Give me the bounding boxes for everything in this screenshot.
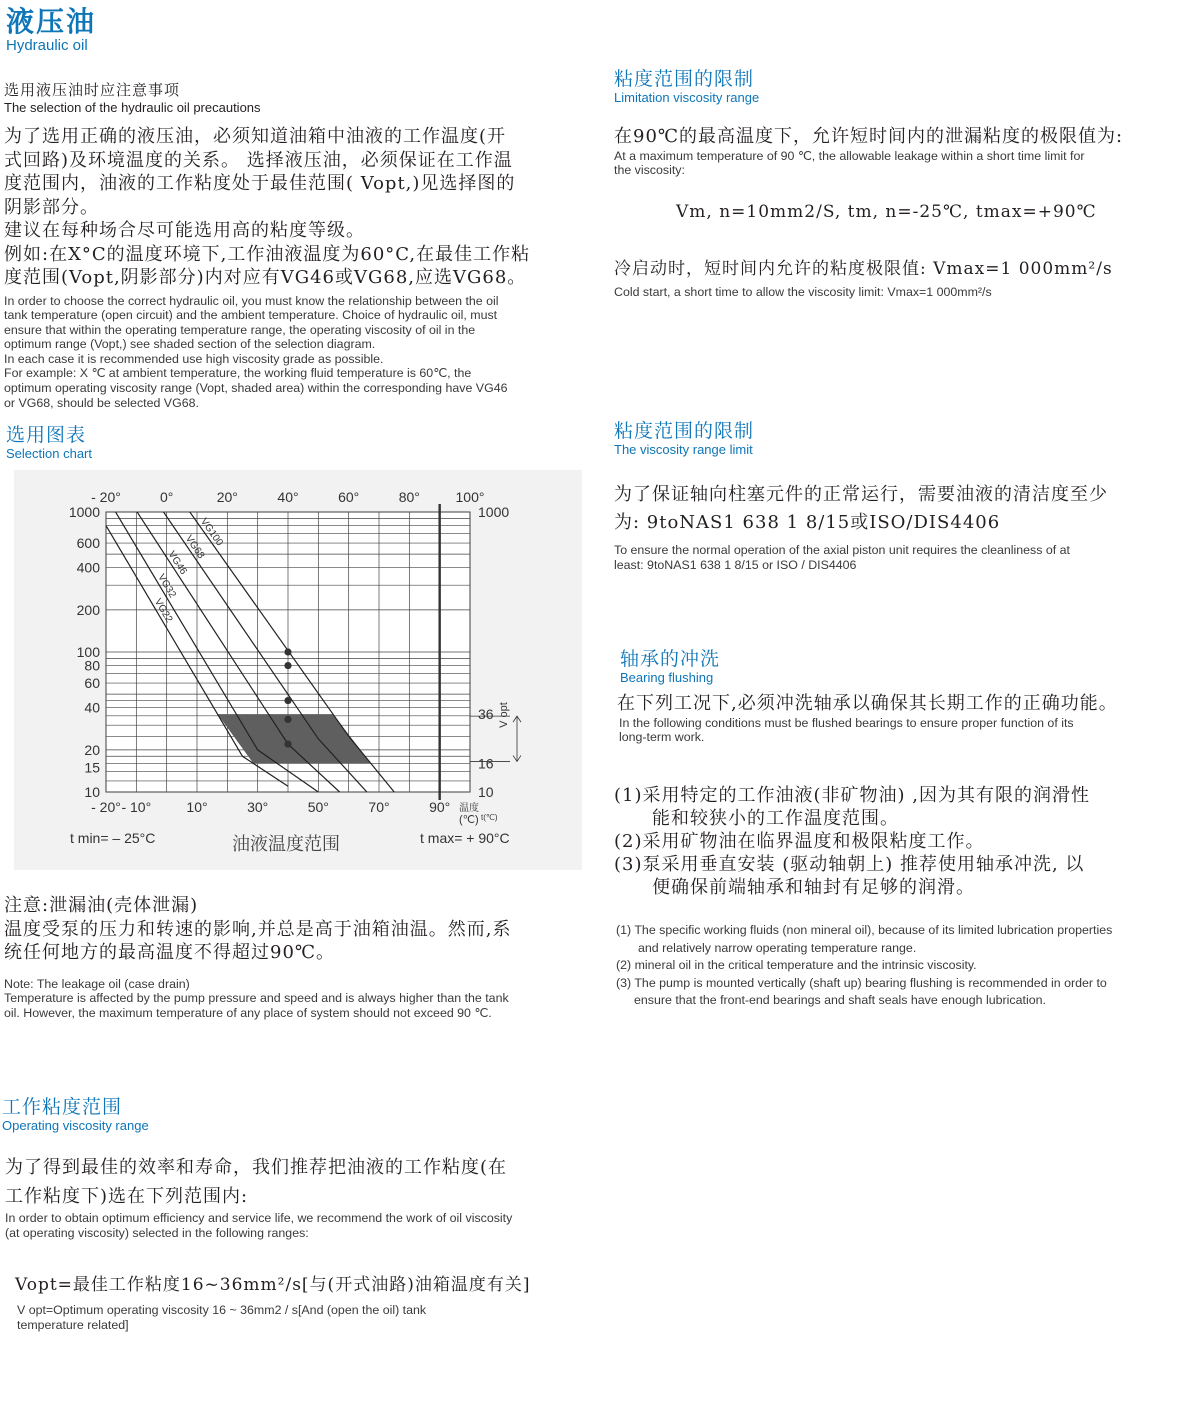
operating-range-formula: Vopt=最佳工作粘度16~36mm²/s[与(开式油路)油箱温度有关] <box>15 1275 531 1296</box>
viscosity-marker <box>284 716 291 723</box>
chart-tmin-label: t min= – 25°C <box>70 830 156 846</box>
chart-x-axis-label: 油液温度范围 <box>232 834 340 854</box>
range-limit-title-en: The viscosity range limit <box>614 442 753 457</box>
x-bottom-tick-label: 10° <box>186 799 208 815</box>
series-label-vg22: VG22 <box>151 596 175 625</box>
precautions-en-line: In each case it is recommended use high viscosity grade as possible. <box>4 351 384 366</box>
operating-range-en-line: In order to obtain optimum efficiency and service life, we recommend the work of oil viscosity <box>5 1211 513 1225</box>
operating-range-section <box>2 1096 592 1332</box>
precautions-title-en: The selection of the hydraulic oil precautions <box>4 100 261 115</box>
x-top-tick-label: 80° <box>398 489 420 505</box>
operating-range-en-line: (at operating viscosity) selected in the following ranges: <box>5 1225 309 1240</box>
viscosity-selection-chart <box>0 470 590 890</box>
operating-range-formula-en: temperature related] <box>17 1317 129 1332</box>
bearing-intro-en: In the following conditions must be flushed bearings to ensure proper function of its <box>619 715 1074 730</box>
operating-range-cn-line: 为了得到最佳的效率和寿命，我们推荐把油液的工作粘度(在 <box>5 1157 508 1178</box>
note-en-line: Note: The leakage oil (case drain) <box>4 976 190 991</box>
y-tick-label: 100 <box>76 644 100 660</box>
chart-unit-label-2: (℃) <box>459 814 479 826</box>
y-tick-label: 1000 <box>68 504 100 520</box>
page-title-block <box>6 6 96 54</box>
operating-range-cn-line: 工作粘度下)选在下列范围内: <box>5 1186 249 1207</box>
operating-range-title-en: Operating viscosity range <box>2 1118 149 1133</box>
y-tick-label: 10 <box>84 784 100 800</box>
y-tick-label: 15 <box>84 759 100 776</box>
range-limit-title-cn: 粘度范围的限制 <box>614 420 755 442</box>
bearing-title-cn: 轴承的冲洗 <box>620 648 721 670</box>
note-cn-line: 注意:泄漏油(壳体泄漏) <box>4 895 199 916</box>
limitation-section <box>614 68 1194 299</box>
precautions-cn-line: 阴影部分。 <box>4 196 99 218</box>
bearing-item-en: (2) mineral oil in the critical temperature and the intrinsic viscosity. <box>616 958 977 973</box>
range-limit-section <box>614 420 1194 572</box>
x-top-tick-label: 100° <box>455 489 485 505</box>
precautions-section <box>4 80 584 410</box>
precautions-en-line: optimum range (Vopt,) see shaded section of the selection diagram. <box>4 337 376 352</box>
viscosity-marker <box>284 648 291 655</box>
series-label-vg68: VG68 <box>182 533 207 561</box>
limitation-formula: Vm, n=10mm2/S, tm, n=-25℃, tmax=+90℃ <box>676 201 1097 222</box>
bearing-intro <box>617 692 1197 745</box>
selection-chart-title-en: Selection chart <box>6 446 92 461</box>
bearing-item-cn: 能和较狭小的工作温度范围。 <box>652 808 899 829</box>
limitation-title-en: Limitation viscosity range <box>614 90 760 105</box>
limitation-en-line: At a maximum temperature of 90 ℃, the allowable leakage within a short time limit for <box>614 148 1085 163</box>
precautions-title-cn: 选用液压油时应注意事项 <box>4 81 181 99</box>
bearing-intro-en: long-term work. <box>619 730 705 745</box>
bearing-intro-cn: 在下列工况下,必须冲洗轴承以确保其长期工作的正确功能。 <box>617 693 1118 714</box>
chart-unit-label-3: t(℃) <box>481 813 498 822</box>
x-top-tick-label: 20° <box>216 489 238 505</box>
note-cn-line: 温度受泵的压力和转速的影响,并总是高于油箱油温。然而,系 <box>4 918 512 940</box>
precautions-en-line: optimum operating viscosity range (Vopt, shaded area) within the corresponding have VG46 <box>4 381 508 396</box>
precautions-cn-line: 度范围(Vopt,阴影部分)内对应有VG46或VG68,应选VG68。 <box>4 267 527 288</box>
bearing-section <box>620 648 1190 685</box>
selection-chart-heading <box>6 424 92 461</box>
right-tick-label: 16 <box>478 755 494 772</box>
x-top-tick-label: 40° <box>277 489 299 505</box>
y-tick-label: 20 <box>84 741 100 758</box>
limitation-title-cn: 粘度范围的限制 <box>614 68 755 90</box>
note-en-line: Temperature is affected by the pump pressure and speed and is always higher than the tank <box>4 991 509 1006</box>
page-title: 液压油 <box>6 5 97 38</box>
precautions-cn-line: 例如:在X°C的温度环境下,工作油液温度为60°C,在最佳工作粘 <box>4 243 531 265</box>
x-bottom-tick-label: 70° <box>368 799 390 815</box>
limitation-en-line: the viscosity: <box>614 163 685 178</box>
operating-range-title-cn: 工作粘度范围 <box>2 1096 123 1118</box>
precautions-cn-line: 度范围内，油液的工作粘度处于最佳范围( Vopt,)见选择图的 <box>4 173 516 194</box>
range-limit-en-line: least: 9toNAS1 638 1 8/15 or ISO / DIS4406 <box>614 557 857 572</box>
selection-chart-title-cn: 选用图表 <box>6 424 87 446</box>
cold-start-cn: 冷启动时，短时间内允许的粘度极限值: Vmax=1 000mm²/s <box>614 258 1113 279</box>
precautions-en-line: In order to choose the correct hydraulic oil, you must know the relationship between the oil <box>4 293 499 308</box>
y-tick-label: 600 <box>76 535 100 552</box>
series-label-vg32: VG32 <box>155 572 178 600</box>
chart-tmax-label: t max= + 90°C <box>420 830 510 846</box>
y-tick-label: 80 <box>84 657 100 674</box>
x-bottom-tick-label: 90° <box>429 799 451 815</box>
viscosity-marker <box>284 662 291 669</box>
range-limit-cn-line: 为: 9toNAS1 638 1 8/15或ISO/DIS4406 <box>614 512 1001 533</box>
right-tick-label: 10 <box>478 784 494 800</box>
y-tick-label: 40 <box>84 699 100 716</box>
bearing-title-en: Bearing flushing <box>620 670 714 685</box>
x-top-tick-label: - 20° <box>91 489 121 505</box>
precautions-en-line: or VG68, should be selected VG68. <box>4 395 199 410</box>
x-top-tick-label: 60° <box>338 489 360 505</box>
operating-range-formula-en: V opt=Optimum operating viscosity 16 ~ 36mm2 / s[And (open the oil) tank <box>17 1303 427 1318</box>
precautions-cn-line: 为了选用正确的液压油，必须知道油箱中油液的工作温度(开 <box>4 126 507 147</box>
bearing-item-cn: (2)采用矿物油在临界温度和极限粘度工作。 <box>614 831 985 852</box>
viscosity-marker <box>284 740 291 747</box>
limitation-cn-line: 在90℃的最高温度下，允许短时间内的泄漏粘度的极限值为: <box>614 126 1124 147</box>
cold-start-en: Cold start, a short time to allow the viscosity limit: Vmax=1 000mm²/s <box>614 284 992 299</box>
bearing-items-en <box>616 922 1196 1010</box>
precautions-en-line: For example: X ℃ at ambient temperature, the working fluid temperature is 60℃, the <box>4 366 472 381</box>
series-label-vg46: VG46 <box>165 549 189 577</box>
x-bottom-tick-label: - 20° <box>91 799 121 815</box>
note-section <box>4 894 584 1020</box>
range-limit-en-line: To ensure the normal operation of the axial piston unit requires the cleanliness of at <box>614 543 1070 557</box>
series-label-vg100: VG100 <box>197 516 225 549</box>
bearing-item-cn: (1)采用特定的工作油液(非矿物油) ,因为其有限的润滑性 <box>614 785 1090 806</box>
note-cn-line: 统任何地方的最高温度不得超过90℃。 <box>4 942 336 963</box>
x-bottom-tick-label: 30° <box>247 799 269 815</box>
y-tick-label: 200 <box>76 601 100 618</box>
x-bottom-tick-label: 50° <box>307 799 329 815</box>
x-top-tick-label: 0° <box>159 489 174 505</box>
precautions-cn-line: 式回路)及环境温度的关系。 选择液压油，必须保证在工作温 <box>4 149 513 171</box>
right-tick-label: 36 <box>478 706 494 723</box>
bearing-item-en: (3) The pump is mounted vertically (shaft up) bearing flushing is recommended in order to <box>616 975 1107 990</box>
precautions-cn-line: 建议在每种场合尽可能选用高的粘度等级。 <box>4 220 365 241</box>
x-bottom-tick-label: - 10° <box>121 799 152 815</box>
range-limit-cn-line: 为了保证轴向柱塞元件的正常运行，需要油液的清洁度至少 <box>614 484 1108 505</box>
bearing-item-en: ensure that the front-end bearings and shaft seals have enough lubrication. <box>634 993 1046 1008</box>
y-tick-label: 400 <box>76 559 100 576</box>
precautions-en-line: tank temperature (open circuit) and the ambient temperature. Choice of hydraulic oil, must <box>4 308 498 323</box>
precautions-en-line: ensure that within the operating temperature range, the operating viscosity of oil in the <box>4 322 476 337</box>
bearing-item-cn: (3)泵采用垂直安装 (驱动轴朝上) 推荐使用轴承冲洗, 以 <box>614 854 1085 875</box>
bearing-item-cn: 便确保前端轴承和轴封有足够的润滑。 <box>652 877 975 898</box>
bearing-item-en: and relatively narrow operating temperature range. <box>638 940 917 955</box>
bearing-item-en: (1) The specific working fluids (non mineral oil), because of its limited lubrication properties <box>616 923 1113 937</box>
bearing-items-cn <box>614 784 1194 899</box>
chart-unit-label: 温度 <box>459 803 479 814</box>
page-subtitle: Hydraulic oil <box>6 37 88 54</box>
viscosity-marker <box>284 697 291 704</box>
note-en-line: oil. However, the maximum temperature of any place of system should not exceed 90 ℃. <box>4 1005 492 1020</box>
right-tick-label: 1000 <box>478 504 510 520</box>
chart-vopt-label: V opt <box>498 702 510 728</box>
y-tick-label: 60 <box>84 675 100 692</box>
